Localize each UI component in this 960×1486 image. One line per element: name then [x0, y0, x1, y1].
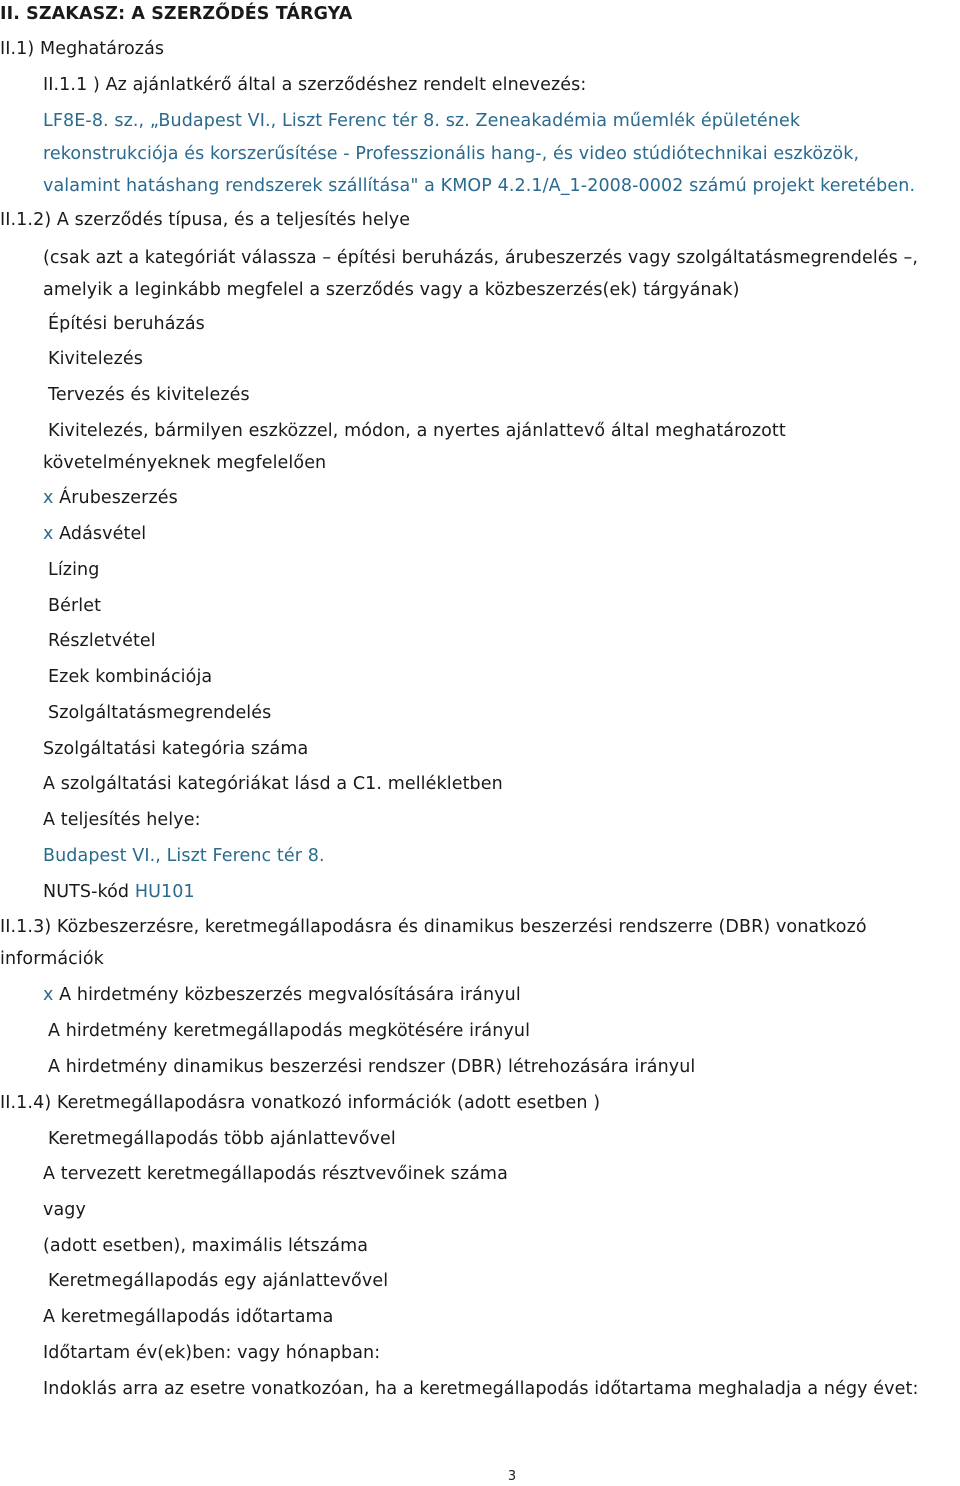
option-realisation-2: követelményeknek megfelelően [43, 453, 327, 473]
contract-name-line-2: rekonstrukciója és korszerűsítése - Professzionális hang-, és video stúdiótechnikai eszközök, [43, 144, 860, 164]
framework-or: vagy [43, 1200, 86, 1220]
option-services: Szolgáltatásmegrendelés [48, 703, 272, 723]
framework-heading: II.1.4) Keretmegállapodásra vonatkozó információk (adott esetben ) [0, 1093, 601, 1113]
option-combination: Ezek kombinációja [48, 667, 213, 687]
nuts-code [43, 880, 195, 904]
nuts-value: HU101 [134, 882, 195, 902]
framework-max: (adott esetben), maximális létszáma [43, 1236, 369, 1256]
option-leasing: Lízing [48, 560, 100, 580]
contract-type-heading: II.1.2) A szerződés típusa, és a teljesítés helye [0, 210, 411, 230]
option-works: Építési beruházás [48, 314, 205, 334]
contract-name-line-3: valamint hatáshang rendszerek szállítása" a KMOP 4.2.1/A_1-2008-0002 számú projekt keretében. [43, 176, 916, 196]
notice-info-heading-2: információk [0, 949, 104, 969]
contract-name-line-1: LF8E-8. sz., „Budapest VI., Liszt Ferenc tér 8. sz. Zeneakadémia műemlék épületének [43, 111, 801, 131]
framework-single: Keretmegállapodás egy ajánlattevővel [48, 1271, 389, 1291]
option-realisation-1: Kivitelezés, bármilyen eszközzel, módon, a nyertes ajánlattevő által meghatározott [48, 421, 786, 441]
option-purchase [43, 522, 146, 546]
section-title: II. SZAKASZ: A SZERZŐDÉS TÁRGYA [0, 4, 353, 24]
place-label: A teljesítés helye: [43, 810, 201, 830]
place-value: Budapest VI., Liszt Ferenc tér 8. [43, 846, 325, 866]
notice-info-heading-1: II.1.3) Közbeszerzésre, keretmegállapodásra és dinamikus beszerzési rendszerre (DBR) vonatkozó [0, 917, 867, 937]
service-category: Szolgáltatási kategória száma [43, 739, 309, 759]
option-rental: Bérlet [48, 596, 102, 616]
notice-framework: A hirdetmény keretmegállapodás megkötésére irányul [48, 1021, 531, 1041]
notice-public-contract-label: A hirdetmény közbeszerzés megvalósítására irányul [59, 985, 521, 1005]
option-hire-purchase: Részletvétel [48, 631, 156, 651]
framework-participants: A tervezett keretmegállapodás résztvevőinek száma [43, 1164, 508, 1184]
framework-duration: A keretmegállapodás időtartama [43, 1307, 334, 1327]
option-execution: Kivitelezés [48, 349, 143, 369]
notice-public-contract [43, 983, 521, 1007]
option-design-execution: Tervezés és kivitelezés [48, 385, 250, 405]
option-supplies [43, 486, 178, 510]
page-number: 3 [507, 1469, 517, 1484]
checked-mark: x [43, 985, 54, 1005]
contract-name-heading: II.1.1 ) Az ajánlatkérő által a szerződéshez rendelt elnevezés: [43, 75, 587, 95]
framework-duration-years: Időtartam év(ek)ben: vagy hónapban: [43, 1343, 381, 1363]
option-purchase-label: Adásvétel [59, 524, 147, 544]
framework-justification: Indoklás arra az esetre vonatkozóan, ha a keretmegállapodás időtartama meghaladja a négy évet: [43, 1379, 919, 1399]
notice-dps: A hirdetmény dinamikus beszerzési rendszer (DBR) létrehozására irányul [48, 1057, 696, 1077]
framework-multiple: Keretmegállapodás több ajánlattevővel [48, 1129, 396, 1149]
checked-mark: x [43, 488, 54, 508]
option-supplies-label: Árubeszerzés [59, 488, 178, 508]
checked-mark: x [43, 524, 54, 544]
contract-type-instruction-2: amelyik a leginkább megfelel a szerződés vagy a közbeszerzés(ek) tárgyának) [43, 280, 740, 300]
nuts-label: NUTS-kód [43, 882, 130, 902]
contract-type-instruction-1: (csak azt a kategóriát válassza – építési beruházás, árubeszerzés vagy szolgáltatásmegrendelés –, [43, 248, 919, 268]
section-subtitle: II.1) Meghatározás [0, 39, 165, 59]
service-annex: A szolgáltatási kategóriákat lásd a C1. mellékletben [43, 774, 503, 794]
